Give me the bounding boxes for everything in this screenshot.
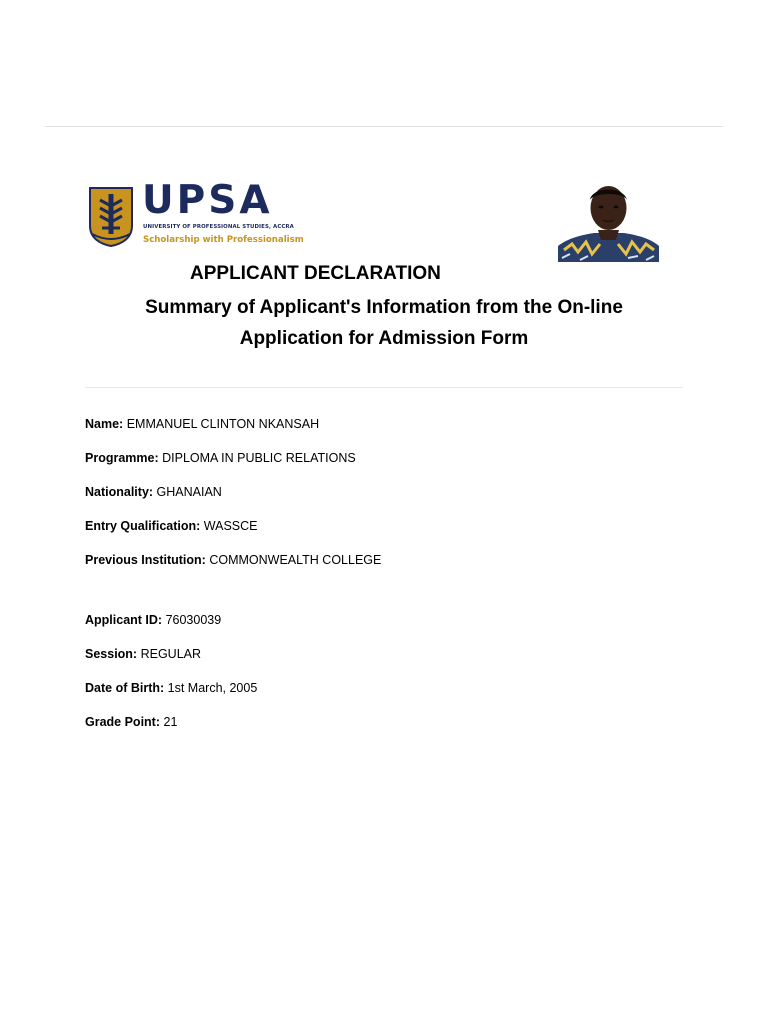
field-value: GHANAIAN	[156, 485, 222, 499]
field-label: Nationality:	[85, 485, 154, 499]
field-nationality	[85, 484, 222, 500]
field-label: Previous Institution:	[85, 553, 206, 567]
field-name	[85, 416, 319, 432]
applicant-photo	[558, 180, 659, 262]
field-value: 76030039	[165, 613, 222, 627]
field-date-of-birth	[85, 680, 257, 696]
field-label: Entry Qualification:	[85, 519, 201, 533]
logo-tagline: Scholarship with Professionalism	[143, 235, 304, 245]
field-value: DIPLOMA IN PUBLIC RELATIONS	[162, 451, 356, 465]
field-value: WASSCE	[203, 519, 258, 533]
field-grade-point	[85, 714, 177, 730]
page-subtitle-line-2: Application for Admission Form	[239, 328, 529, 349]
page-title: APPLICANT DECLARATION	[190, 263, 441, 284]
field-entry-qualification	[85, 518, 258, 534]
field-label: Session:	[85, 647, 138, 661]
upsa-logo	[88, 178, 304, 250]
logo-university-name: UNIVERSITY OF PROFESSIONAL STUDIES, ACCRA	[143, 224, 294, 230]
top-divider	[45, 126, 723, 127]
field-value: COMMONWEALTH COLLEGE	[209, 553, 382, 567]
field-value: EMMANUEL CLINTON NKANSAH	[126, 417, 320, 431]
page-subtitle	[0, 292, 768, 354]
applicant-passport-photo-icon	[558, 180, 659, 262]
field-programme	[85, 450, 356, 466]
university-seal-icon	[88, 186, 134, 248]
section-divider	[85, 387, 683, 388]
field-value: REGULAR	[140, 647, 202, 661]
field-session	[85, 646, 201, 662]
field-label: Applicant ID:	[85, 613, 163, 627]
field-value: 1st March, 2005	[167, 681, 258, 695]
page-subtitle-line-1: Summary of Applicant's Information from the On-line	[145, 297, 623, 318]
field-label: Grade Point:	[85, 715, 161, 729]
field-previous-institution	[85, 552, 381, 568]
field-applicant-id	[85, 612, 221, 628]
field-label: Name:	[85, 417, 124, 431]
field-value: 21	[163, 715, 178, 729]
field-label: Programme:	[85, 451, 159, 465]
logo-wordmark: UPSA	[142, 178, 273, 223]
field-label: Date of Birth:	[85, 681, 165, 695]
